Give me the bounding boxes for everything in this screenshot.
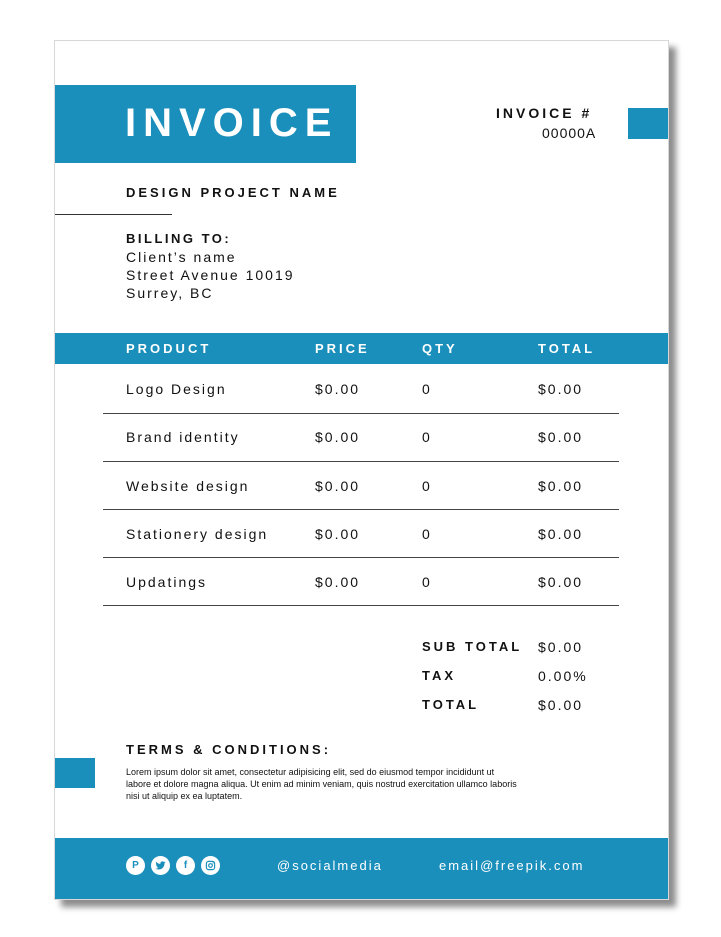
invoice-page <box>54 40 669 900</box>
table-cell-qty: 0 <box>422 381 432 397</box>
table-cell-price: $0.00 <box>315 381 361 397</box>
table-cell-price: $0.00 <box>315 478 361 494</box>
table-cell-price: $0.00 <box>315 574 361 590</box>
terms-body: Lorem ipsum dolor sit amet, consectetur adipisicing elit, sed do eiusmod tempor incididunt ut labore et dolore magna aliqua. Ut enim ad minim veniam, quis nostrud exercitation ullamco laboris nisi ut aliquip ex ea luptatem. <box>126 767 517 801</box>
table-cell-total: $0.00 <box>538 526 584 542</box>
tax-value: 0.00% <box>538 668 588 684</box>
facebook-icon[interactable]: f <box>176 856 195 875</box>
billing-street: Street Avenue 10019 <box>126 267 295 283</box>
billing-label: BILLING TO: <box>126 231 232 246</box>
project-name: DESIGN PROJECT NAME <box>126 185 340 200</box>
social-handle-link[interactable]: @socialmedia <box>277 858 383 873</box>
twitter-icon[interactable] <box>151 856 170 875</box>
divider <box>55 214 172 215</box>
invoice-title: INVOICE <box>125 101 339 145</box>
table-cell-total: $0.00 <box>538 478 584 494</box>
left-accent-block <box>55 758 95 788</box>
subtotal-value: $0.00 <box>538 639 584 655</box>
table-cell-total: $0.00 <box>538 429 584 445</box>
table-cell-product: Stationery design <box>126 526 269 542</box>
table-cell-product: Brand identity <box>126 429 240 445</box>
table-cell-product: Logo Design <box>126 381 227 397</box>
column-header-qty: QTY <box>422 341 458 356</box>
column-header-product: PRODUCT <box>126 341 212 356</box>
billing-client-name: Client’s name <box>126 249 237 265</box>
row-divider <box>103 509 619 510</box>
tax-label: TAX <box>422 668 457 683</box>
table-cell-qty: 0 <box>422 574 432 590</box>
table-cell-product: Updatings <box>126 574 208 590</box>
row-divider <box>103 413 619 414</box>
row-divider <box>103 605 619 606</box>
table-cell-qty: 0 <box>422 429 432 445</box>
billing-city: Surrey, BC <box>126 285 214 301</box>
table-cell-total: $0.00 <box>538 381 584 397</box>
row-divider <box>103 461 619 462</box>
total-value: $0.00 <box>538 697 584 713</box>
invoice-number: 00000A <box>542 125 597 141</box>
column-header-total: TOTAL <box>538 341 596 356</box>
table-cell-total: $0.00 <box>538 574 584 590</box>
pinterest-icon[interactable]: P <box>126 856 145 875</box>
table-cell-price: $0.00 <box>315 526 361 542</box>
table-cell-qty: 0 <box>422 478 432 494</box>
column-header-price: PRICE <box>315 341 370 356</box>
instagram-icon[interactable] <box>201 856 220 875</box>
total-label: TOTAL <box>422 697 480 712</box>
table-cell-product: Website design <box>126 478 250 494</box>
invoice-number-label: INVOICE # <box>496 105 593 121</box>
email-link[interactable]: email@freepik.com <box>439 858 585 873</box>
table-cell-price: $0.00 <box>315 429 361 445</box>
table-cell-qty: 0 <box>422 526 432 542</box>
row-divider <box>103 557 619 558</box>
terms-title: TERMS & CONDITIONS: <box>126 742 332 757</box>
subtotal-label: SUB TOTAL <box>422 639 523 654</box>
right-accent-block <box>628 108 668 139</box>
